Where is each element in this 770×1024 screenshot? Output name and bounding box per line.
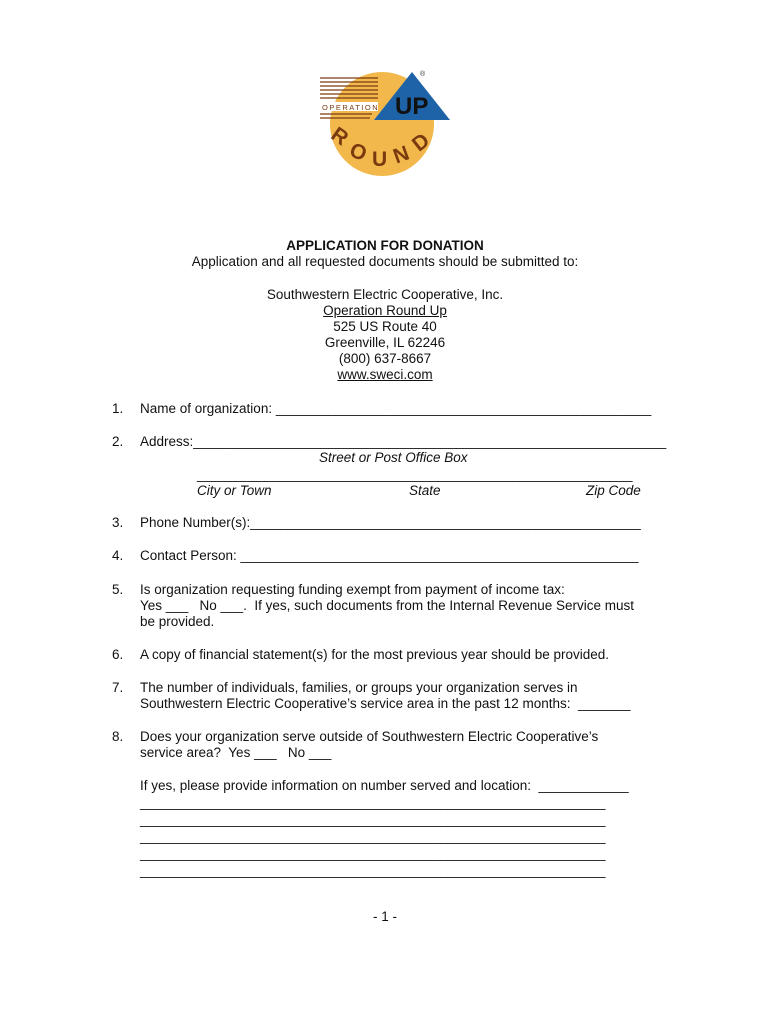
city-caption: City or Town: [197, 483, 272, 498]
logo-registered-mark: ®: [420, 71, 426, 78]
outside-area-blank-line[interactable]: ______________________________________________________________: [140, 795, 606, 810]
outside-area-blank-line[interactable]: ______________________________________________________________: [140, 863, 606, 878]
tax-exempt-note: be provided.: [140, 614, 215, 629]
svg-text:U: U: [372, 148, 388, 171]
outside-area-blank-line[interactable]: ______________________________________________________________: [140, 846, 606, 861]
item-number: 4.: [112, 548, 124, 563]
svg-text:O: O: [346, 138, 370, 166]
item-number: 6.: [112, 647, 124, 662]
address-city: Greenville, IL 62246: [324, 335, 446, 350]
served-count-question: The number of individuals, families, or groups your organization serves in: [140, 680, 578, 695]
address-program: Operation Round Up: [323, 303, 447, 318]
logo-operation-text: OPERATION: [322, 103, 380, 112]
item-number: 5.: [112, 582, 124, 597]
submission-instructions: Application and all requested documents should be submitted to:: [191, 254, 579, 269]
address-street: 525 US Route 40: [333, 319, 437, 334]
contact-person-field[interactable]: Contact Person: _____________________________________________________: [140, 548, 639, 563]
outside-area-answer[interactable]: service area? Yes ___ No ___: [140, 745, 332, 760]
outside-area-question: Does your organization serve outside of Southwestern Electric Cooperative’s: [140, 729, 599, 744]
address-city-field[interactable]: __________________________________________________________: [197, 467, 633, 482]
served-count-field[interactable]: Southwestern Electric Cooperative’s service area in the past 12 months: _______: [140, 696, 631, 711]
organization-name-field[interactable]: Name of organization: __________________________________________________: [140, 401, 652, 416]
address-website: www.sweci.com: [337, 367, 433, 382]
outside-area-blank-line[interactable]: ______________________________________________________________: [140, 812, 606, 827]
svg-text:N: N: [390, 141, 413, 169]
item-number: 2.: [112, 434, 124, 449]
phone-number-field[interactable]: Phone Number(s):____________________________________________________: [140, 515, 641, 530]
item-number: 8.: [112, 729, 124, 744]
address-street-field[interactable]: Address:_______________________________________________________________: [140, 434, 667, 449]
svg-text:D: D: [407, 128, 434, 157]
financial-statement-note: A copy of financial statement(s) for the most previous year should be provided.: [140, 647, 609, 662]
street-caption: Street or Post Office Box: [319, 450, 468, 465]
address-org: Southwestern Electric Cooperative, Inc.: [266, 287, 504, 302]
state-caption: State: [409, 483, 441, 498]
logo-up-text: UP: [395, 93, 429, 120]
outside-area-followup[interactable]: If yes, please provide information on number served and location: ____________: [140, 778, 629, 793]
item-number: 1.: [112, 401, 124, 416]
page-title: APPLICATION FOR DONATION: [286, 238, 484, 253]
tax-exempt-question: Is organization requesting funding exempt from payment of income tax:: [140, 582, 565, 597]
zip-caption: Zip Code: [586, 483, 641, 498]
item-number: 7.: [112, 680, 124, 695]
address-phone: (800) 637-8667: [338, 351, 432, 366]
item-number: 3.: [112, 515, 124, 530]
page-number: - 1 -: [372, 909, 397, 924]
tax-exempt-answer[interactable]: Yes ___ No ___. If yes, such documents from the Internal Revenue Service must: [140, 598, 635, 613]
svg-text:R: R: [326, 122, 353, 151]
outside-area-blank-line[interactable]: ______________________________________________________________: [140, 829, 606, 844]
operation-round-up-logo: [316, 66, 456, 176]
